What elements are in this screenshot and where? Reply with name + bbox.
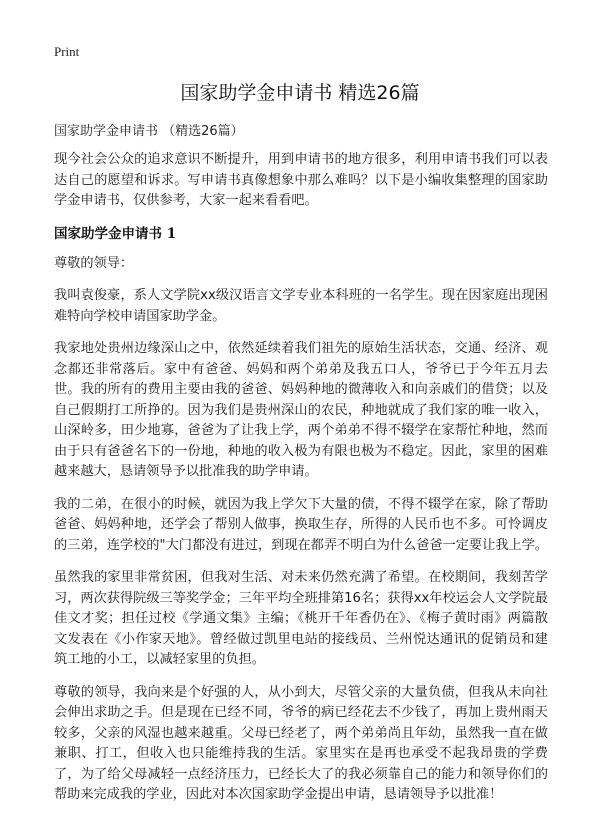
body-paragraph-5: 尊敬的领导，我向来是个好强的人，从小到大，尽管父亲的大量负债，但我从未向社会伸出求助之手。但是现在已经不同，爷爷的病已经花去不少钱了，再加上贵州雨天较多，父亲的风湿也越来越重。父母已经老了，两个弟弟尚且年幼，虽然我一直在做兼职、打工，但收入也只能维持我的生活。家里实在是再也承受不起我昂贵的学费了，为了给父母减轻一点经济压力，已经长大了的我必须靠自己的能力和领导你们的帮助来完成我的学业，因此对本次国家助学金提出申请，恳请领导予以批准！ bbox=[54, 684, 548, 802]
body-paragraph-1: 我叫袁俊豪，系人文学院xx级汉语言文学专业本科班的一名学生。现在因家庭出现困难特向学校申请国家助学金。 bbox=[54, 288, 548, 324]
section-heading: 国家助学金申请书 1 bbox=[54, 225, 177, 242]
document-body bbox=[54, 150, 548, 818]
body-paragraph-3: 我的二弟，在很小的时候，就因为我上学欠下大量的债，不得不辍学在家，除了帮助爸爸、妈妈种地，还学会了帮别人做事，换取生存，所得的人民币也不多。可怜调皮的三弟，连学校的"大门都没有进过，到现在都弄不明白为什么爸爸一定要让我上学。 bbox=[54, 496, 548, 553]
salutation: 尊敬的领导： bbox=[54, 255, 134, 271]
body-paragraph-4: 虽然我的家里非常贫困，但我对生活、对未来仍然充满了希望。在校期间，我刻苦学习，两次获得院级三等奖学金；三年平均全班排第16名；获得xx年校运会人文学院最佳文才奖；担任过校《学通文集》主编；《桃开千年香仍在》、《梅子黄时雨》两篇散文发表在《小作家天地》。曾经做过凯里电站的接线员、兰州悦达通讯的促销员和建筑工地的小工，以减轻家里的负担。 bbox=[54, 570, 548, 667]
document-subtitle: 国家助学金申请书 （精选26篇） bbox=[54, 124, 244, 139]
body-paragraph-2: 我家地处贵州边缘深山之中，依然延续着我们祖先的原始生活状态，交通、经济、观念都还非常落后。家中有爸爸、妈妈和两个弟弟及我五口人，爷爷已于今年五月去世。我的所有的费用主要由我的爸爸、妈妈种地的微薄收入和向亲戚们的借贷；以及自己假期打工所挣的。因为我们是贵州深山的农民，种地就成了我们家的唯一收入，山深岭多，田少地寡，爸爸为了让我上学，两个弟弟不得不辍学在家帮忙种地，然而由于只有爸爸名下的一份地，种地的收入极为有限也极为不稳定。因此，家里的困难越来越大，恳请领导予以批准我的助学申请。 bbox=[54, 341, 548, 479]
intro-paragraph: 现今社会公众的追求意识不断提升，用到申请书的地方很多，利用申请书我们可以表达自己的愿望和诉求。写申请书真像想象中那么难吗？以下是小编收集整理的国家助学金申请书，仅供参考，大家一起来看看吧。 bbox=[54, 152, 548, 208]
page-title: 国家助学金申请书 精选26篇 bbox=[180, 82, 420, 104]
print-link[interactable]: Print bbox=[54, 44, 80, 59]
